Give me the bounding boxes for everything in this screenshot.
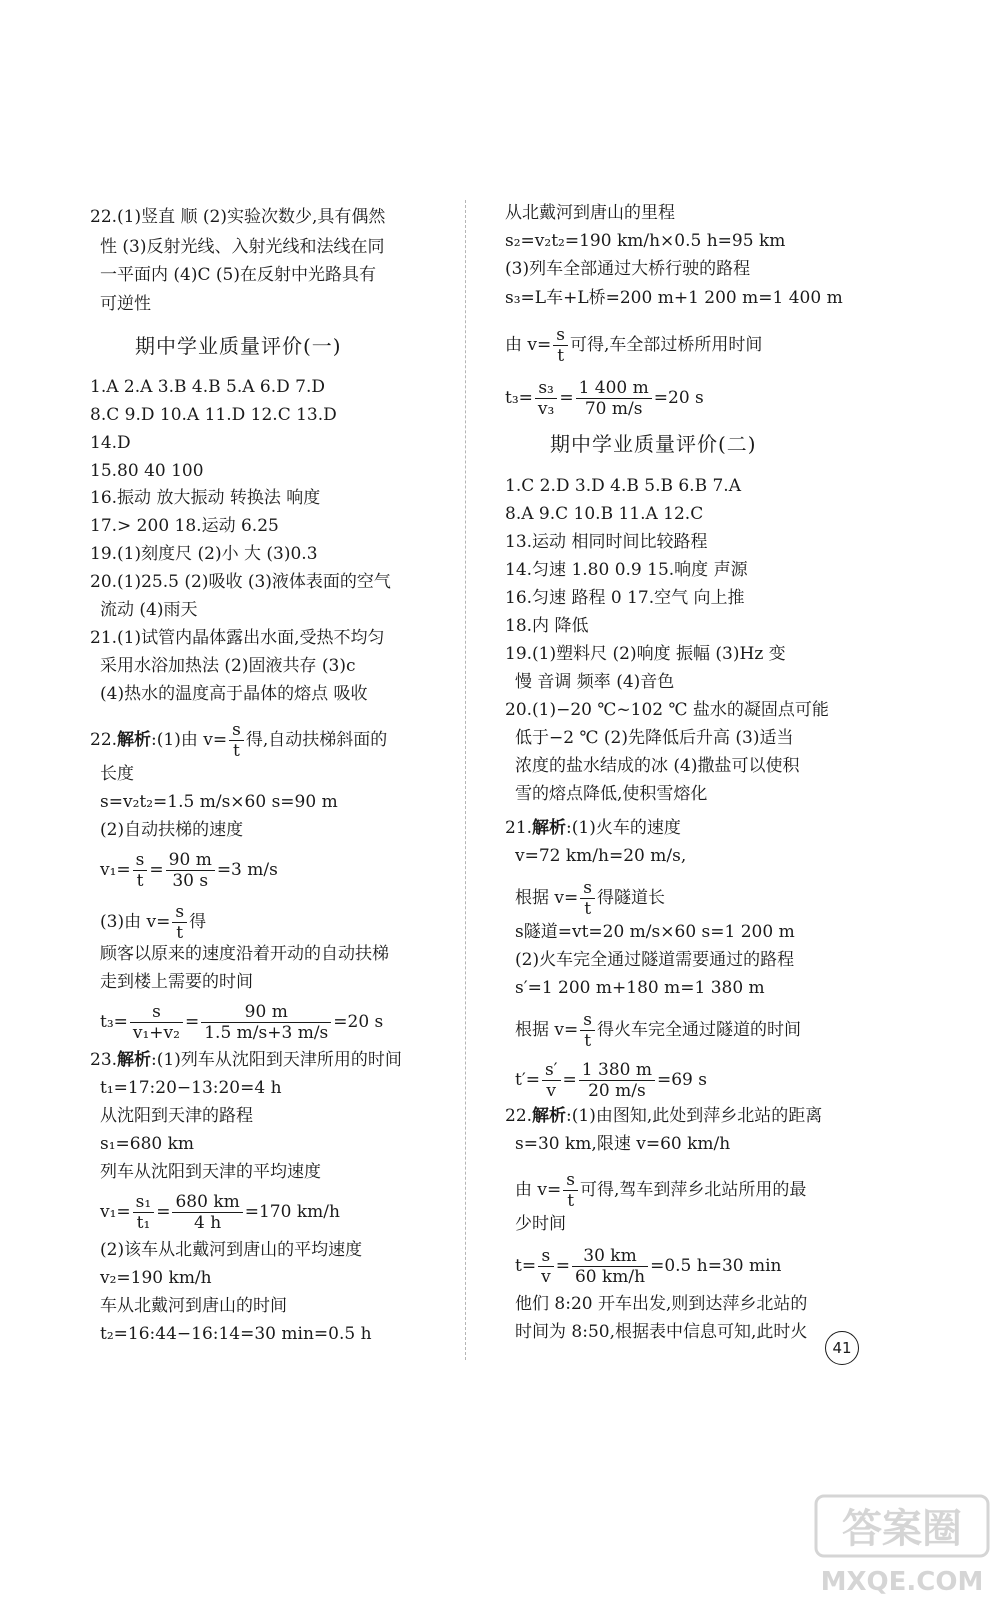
q23-cont-line: (3)列车全部通过大桥行驶的路程 xyxy=(505,259,751,279)
q22-top-line-2: 性 (3)反射光线、入射光线和法线在同 xyxy=(100,237,385,257)
q23-cont-formula-t3: t₃= $\frac{\text{s₃}}{\text{v₃}}$ = $\frac{1 400 m}{70 m/s}$ =20 s xyxy=(505,378,704,419)
watermark-logo-icon xyxy=(812,1490,992,1600)
solution-label: 解析 xyxy=(117,1050,152,1070)
q23-line: 车从北戴河到唐山的时间 xyxy=(100,1296,287,1316)
q23-line: t₂=16:44−16:14=30 min=0.5 h xyxy=(100,1324,372,1344)
q22-line: 少时间 xyxy=(515,1214,566,1234)
answer-line: 流动 (4)雨天 xyxy=(100,600,198,620)
q23-line: 从沈阳到天津的路程 xyxy=(100,1106,253,1126)
answer-line: 18.内 降低 xyxy=(505,616,589,636)
fraction: $\frac{\text{s₁}}{\text{t₁}}$ xyxy=(133,1192,155,1233)
fraction: $\frac{1 380 m}{20 m/s}$ xyxy=(579,1060,655,1101)
q23-cont-line: 从北戴河到唐山的里程 xyxy=(505,203,675,223)
q22-line: s=30 km,限速 v=60 km/h xyxy=(515,1134,731,1154)
fraction: $\frac{s}{t}$ xyxy=(172,902,187,943)
q22-top-line-3: 一平面内 (4)C (5)在反射中光路具有 xyxy=(100,265,376,285)
q21-line: s′=1 200 m+180 m=1 380 m xyxy=(515,978,765,998)
fraction: $\frac{s}{t}$ xyxy=(553,325,568,366)
answer-line: 1.A 2.A 3.B 4.B 5.A 6.D 7.D xyxy=(90,377,326,397)
fraction: $\frac{680 km}{4 h}$ xyxy=(172,1192,242,1233)
q22-line: 顾客以原来的速度沿着开动的自动扶梯 xyxy=(100,944,389,964)
q23-formula-v1: v₁= $\frac{\text{s₁}}{\text{t₁}}$ = $\frac{680 km}{4 h}$ =170 km/h xyxy=(100,1192,340,1233)
q23-line: s₁=680 km xyxy=(100,1134,195,1154)
answer-line: 低于−2 ℃ (2)先降低后升高 (3)适当 xyxy=(515,728,794,748)
answer-line: 15.80 40 100 xyxy=(90,461,204,481)
q21-formula: 根据 v= $\frac{s}{t}$ 得火车完全通过隧道的时间 xyxy=(515,1010,801,1051)
answer-line: 19.(1)塑料尺 (2)响度 振幅 (3)Hz 变 xyxy=(505,644,786,664)
fraction: $\frac{\text{s₃}}{\text{v₃}}$ xyxy=(535,378,557,419)
answer-line: 14.D xyxy=(90,433,131,453)
page-number: 41 xyxy=(825,1331,859,1365)
left-column xyxy=(90,0,490,1600)
question-number: 21. xyxy=(505,818,533,838)
answer-line: 8.C 9.D 10.A 11.D 12.C 13.D xyxy=(90,405,337,425)
fraction: $\frac{30 km}{60 km/h}$ xyxy=(572,1246,648,1287)
watermark-text: 答案圈 xyxy=(842,1506,962,1552)
q23-cont-formula: 由 v= $\frac{s}{t}$ 可得,车全部过桥所用时间 xyxy=(505,325,763,366)
q23-line: 列车从沈阳到天津的平均速度 xyxy=(100,1162,321,1182)
q22-top-line-1: 22.(1)竖直 顺 (2)实验次数少,具有偶然 xyxy=(90,207,386,227)
answer-line: 13.运动 相同时间比较路程 xyxy=(505,532,708,552)
answer-line: (4)热水的温度高于晶体的熔点 吸收 xyxy=(100,684,368,704)
q23-solution-head: 23.解析:(1)列车从沈阳到天津所用的时间 xyxy=(90,1050,402,1070)
q21-line: s隧道=vt=20 m/s×60 s=1 200 m xyxy=(515,922,795,942)
answer-line: 16.振动 放大振动 转换法 响度 xyxy=(90,488,321,508)
question-number: 22. xyxy=(90,730,118,750)
answer-line: 8.A 9.C 10.B 11.A 12.C xyxy=(505,504,704,524)
fraction: $\frac{s}{t}$ xyxy=(133,850,148,891)
fraction: $\frac{s}{t}$ xyxy=(580,1010,595,1051)
q22-line: 他们 8:20 开车出发,则到达萍乡北站的 xyxy=(515,1294,808,1314)
answer-line: 20.(1)25.5 (2)吸收 (3)液体表面的空气 xyxy=(90,572,391,592)
q22-formula-step3: (3)由 v= $\frac{s}{t}$ 得 xyxy=(100,902,207,943)
solution-label: 解析 xyxy=(532,1106,567,1126)
answer-line: 17.> 200 18.运动 6.25 xyxy=(90,516,279,536)
solution-label: 解析 xyxy=(532,818,567,838)
answer-line: 14.匀速 1.80 0.9 15.响度 声源 xyxy=(505,560,748,580)
q22-solution-head: 22.解析:(1)由 v= $\frac{s}{t}$ 得,自动扶梯斜面的 xyxy=(90,720,388,761)
q22-solution-head: 22.解析:(1)由图知,此处到萍乡北站的距离 xyxy=(505,1106,823,1126)
q22-formula: 由 v= $\frac{s}{t}$ 可得,驾车到萍乡北站所用的最 xyxy=(515,1170,807,1211)
q23-line: v₂=190 km/h xyxy=(100,1268,212,1288)
answer-line: 采用水浴加热法 (2)固液共存 (3)c xyxy=(100,656,356,676)
answer-line: 浓度的盐水结成的冰 (4)撒盐可以使积 xyxy=(515,756,800,776)
answer-line: 16.匀速 路程 0 17.空气 向上推 xyxy=(505,588,745,608)
fraction: $\frac{1 400 m}{70 m/s}$ xyxy=(576,378,652,419)
q22-formula-v1: v₁= $\frac{s}{t}$ = $\frac{90 m}{30 s}$ =3 m/s xyxy=(100,850,278,891)
fraction: $\frac{s}{t}$ xyxy=(580,878,595,919)
q22-top-line-4: 可逆性 xyxy=(100,294,151,314)
q22-line: (2)自动扶梯的速度 xyxy=(100,820,244,840)
fraction: $\frac{s}{\text{v₁+v₂}}$ xyxy=(130,1002,183,1043)
fraction: $\frac{s}{t}$ xyxy=(229,720,244,761)
fraction: $\frac{s}{t}$ xyxy=(563,1170,578,1211)
answer-line: 20.(1)−20 ℃~102 ℃ 盐水的凝固点可能 xyxy=(505,700,829,720)
answer-line: 19.(1)刻度尺 (2)小 大 (3)0.3 xyxy=(90,544,318,564)
q22-line: s=v₂t₂=1.5 m/s×60 s=90 m xyxy=(100,792,338,812)
q22-formula-t3: t₃= $\frac{s}{\text{v₁+v₂}}$ = $\frac{90 m}{1.5 m/s+3 m/s}$ =20 s xyxy=(100,1002,384,1043)
question-number: 23. xyxy=(90,1050,118,1070)
q21-line: (2)火车完全通过隧道需要通过的路程 xyxy=(515,950,795,970)
q21-formula-t: t′= $\frac{s'}{v}$ = $\frac{1 380 m}{20 m/s}$ =69 s xyxy=(515,1060,707,1101)
q23-line: t₁=17:20−13:20=4 h xyxy=(100,1078,282,1098)
q22-line: 长度 xyxy=(100,764,134,784)
question-number: 22. xyxy=(505,1106,533,1126)
q21-solution-head: 21.解析:(1)火车的速度 xyxy=(505,818,681,838)
fraction: $\frac{90 m}{30 s}$ xyxy=(166,850,215,891)
section-title-midterm-2: 期中学业质量评价(二) xyxy=(550,432,757,456)
section-title-midterm-1: 期中学业质量评价(一) xyxy=(135,334,342,358)
answer-line: 21.(1)试管内晶体露出水面,受热不均匀 xyxy=(90,628,385,648)
q22-line: 走到楼上需要的时间 xyxy=(100,972,253,992)
fraction: $\frac{s}{v}$ xyxy=(538,1246,554,1287)
q23-line: (2)该车从北戴河到唐山的平均速度 xyxy=(100,1240,363,1260)
q22-line: 时间为 8:50,根据表中信息可知,此时火 xyxy=(515,1322,808,1342)
q22-formula-t: t= $\frac{s}{v}$ = $\frac{30 km}{60 km/h}$ =0.5 h=30 min xyxy=(515,1246,782,1287)
q23-cont-line: s₃=L车+L桥=200 m+1 200 m=1 400 m xyxy=(505,288,843,308)
watermark-url: MXQE.COM xyxy=(820,1567,984,1597)
answer-line: 雪的熔点降低,使积雪熔化 xyxy=(515,784,708,804)
fraction: $\frac{90 m}{1.5 m/s+3 m/s}$ xyxy=(201,1002,331,1043)
answer-line: 1.C 2.D 3.D 4.B 5.B 6.B 7.A xyxy=(505,476,741,496)
solution-label: 解析 xyxy=(117,730,152,750)
q23-cont-line: s₂=v₂t₂=190 km/h×0.5 h=95 km xyxy=(505,231,786,251)
q21-formula: 根据 v= $\frac{s}{t}$ 得隧道长 xyxy=(515,878,665,919)
answer-line: 慢 音调 频率 (4)音色 xyxy=(515,672,675,692)
q21-line: v=72 km/h=20 m/s, xyxy=(515,846,687,866)
fraction: $\frac{s'}{v}$ xyxy=(542,1060,561,1101)
